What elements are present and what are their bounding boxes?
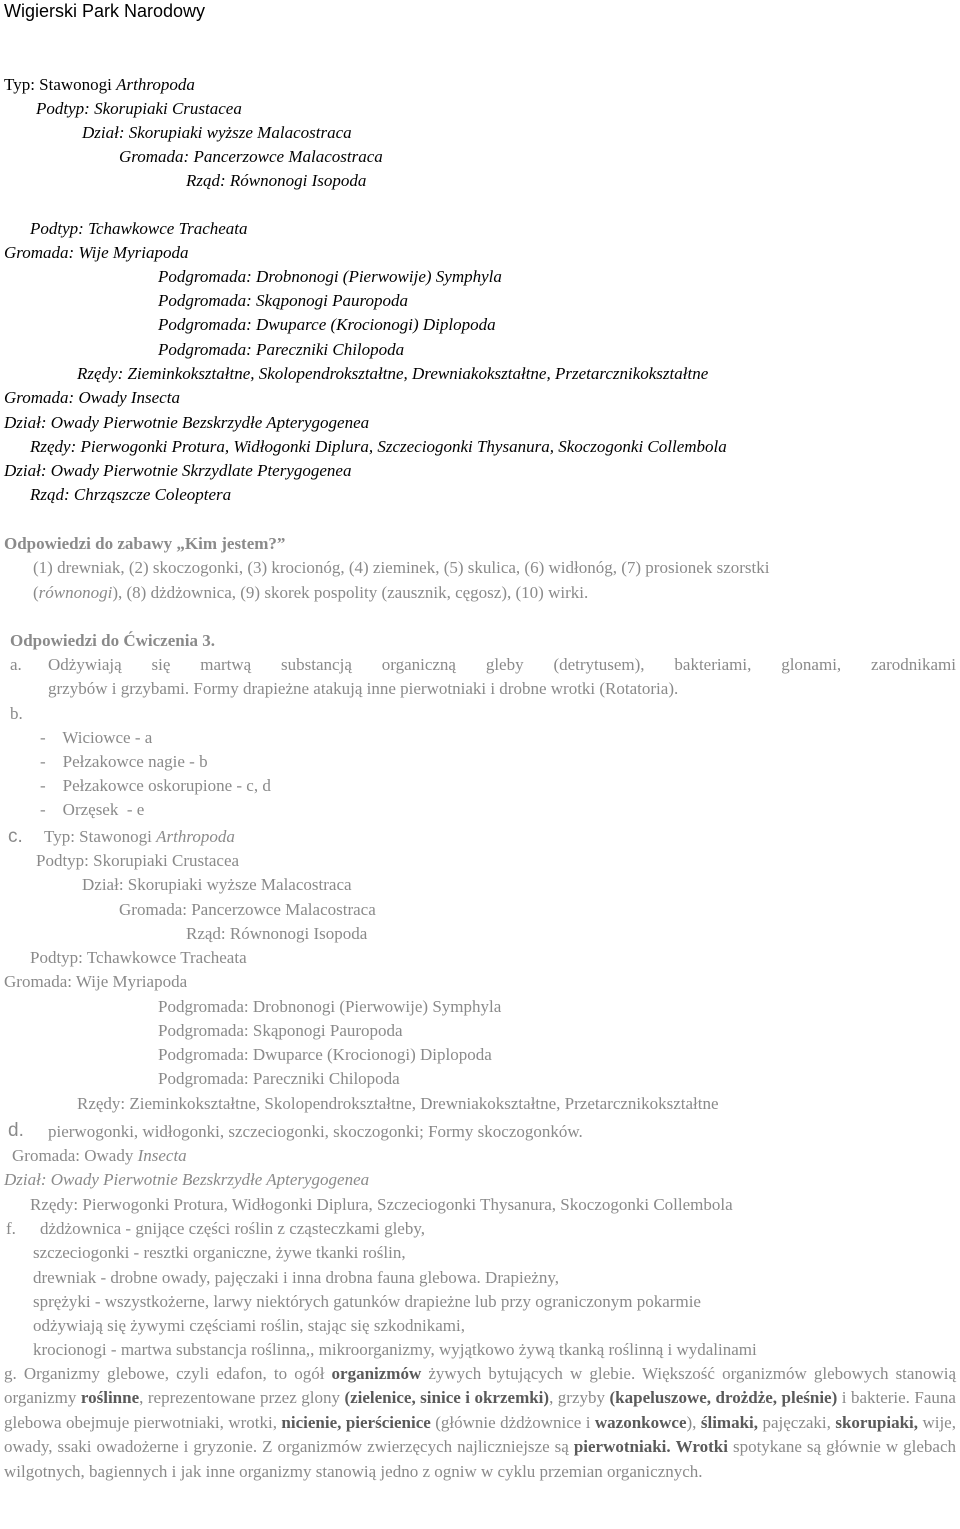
answers-game-line-2: (równonogi), (8) dżdżownica, (9) skorek pospolity (zausznik, cęgosz), (10) wirki. [33, 583, 589, 602]
taxonomy-subclass-diplopoda: Podgromada: Dwuparce (Krocionogi) Diplopoda [158, 315, 496, 334]
taxonomy-class-malacostraca: Gromada: Pancerzowce Malacostraca [119, 147, 383, 166]
exercise-3-c-subtype-tracheata: Podtyp: Tchawkowce Tracheata [30, 948, 247, 967]
exercise-3-a-line-2: grzybów i grzybami. Formy drapieżne atakują inne pierwotniaki i drobne wrotki (Rotatoria). [48, 679, 679, 698]
exercise-3-d-class-insecta: Gromada: Owady Insecta [12, 1146, 187, 1165]
taxonomy-subtype-tracheata: Podtyp: Tchawkowce Tracheata [30, 219, 248, 238]
exercise-3-d-label: d. [8, 1120, 24, 1141]
exercise-3-b-label: b. [10, 704, 23, 723]
exercise-3-b-item-1: - Wiciowce - a [40, 728, 153, 747]
exercise-3-c-subclass-pauropoda: Podgromada: Skąponogi Pauropoda [158, 1021, 403, 1040]
exercise-3-d-text: pierwogonki, widłogonki, szczeciogonki, skoczogonki; Formy skoczogonków. [48, 1122, 583, 1141]
answers-game-line-1: (1) drewniak, (2) skoczogonki, (3) krocionóg, (4) zieminek, (5) skulica, (6) widłonóg, (7) prosionek szorstki [33, 558, 770, 577]
taxonomy-subclass-chilopoda: Podgromada: Pareczniki Chilopoda [158, 340, 405, 359]
exercise-3-c-subtype-crustacea: Podtyp: Skorupiaki Crustacea [36, 851, 240, 870]
page-title: Wigierski Park Narodowy [4, 1, 206, 21]
exercise-3-c-label: c. [8, 826, 23, 847]
exercise-3-b-item-3: - Pełzakowce oskorupione - c, d [40, 776, 271, 795]
taxonomy-subclass-symphyla: Podgromada: Drobnonogi (Pierwowije) Symphyla [158, 267, 502, 286]
taxonomy-subtype-crustacea: Podtyp: Skorupiaki Crustacea [36, 99, 242, 118]
taxonomy-order-isopoda: Rząd: Równonogi Isopoda [186, 171, 367, 190]
exercise-3-d-orders-apterygota: Rzędy: Pierwogonki Protura, Widłogonki Diplura, Szczeciogonki Thysanura, Skoczogonki Collembola [30, 1195, 733, 1214]
exercise-3-f-line-6: krocionogi - martwa substancja roślinna,, mikroorganizmy, wyjątkowo żywą tkanką roślinną i wydalinami [33, 1340, 757, 1359]
exercise-3-heading: Odpowiedzi do Ćwiczenia 3. [10, 631, 215, 650]
exercise-3-f-line-5: odżywiają się żywymi częściami roślin, stając się szkodnikami, [33, 1316, 465, 1335]
exercise-3-c-class-malacostraca: Gromada: Pancerzowce Malacostraca [119, 900, 376, 919]
exercise-3-f-line-1: dżdżownica - gnijące części roślin z cząsteczkami gleby, [40, 1219, 425, 1238]
taxonomy-division-malacostraca: Dział: Skorupiaki wyższe Malacostraca [82, 123, 352, 142]
answers-game-heading: Odpowiedzi do zabawy „Kim jestem?” [4, 534, 286, 553]
exercise-3-f-line-3: drewniak - drobne owady, pajęczaki i inna drobna fauna glebowa. Drapieżny, [33, 1268, 559, 1287]
taxonomy-type: Typ: Stawonogi Arthropoda [4, 75, 195, 94]
exercise-3-b-item-2: - Pełzakowce nagie - b [40, 752, 208, 771]
taxonomy-orders-chilopoda: Rzędy: Zieminkokształtne, Skolopendrokształtne, Drewniakokształtne, Przetarcznikokształtne [77, 364, 709, 383]
exercise-3-c-subclass-symphyla: Podgromada: Drobnonogi (Pierwowije) Symphyla [158, 997, 502, 1016]
taxonomy-division-apterygogenea: Dział: Owady Pierwotnie Bezskrzydłe Apterygogenea [4, 413, 370, 432]
exercise-3-f-line-2: szczeciogonki - resztki organiczne, żywe tkanki roślin, [33, 1243, 406, 1262]
taxonomy-orders-apterygota: Rzędy: Pierwogonki Protura, Widłogonki Diplura, Szczeciogonki Thysanura, Skoczogonki Collembola [30, 437, 727, 456]
exercise-3-c-division-malacostraca: Dział: Skorupiaki wyższe Malacostraca [82, 875, 352, 894]
exercise-3-c-class-myriapoda: Gromada: Wije Myriapoda [4, 972, 188, 991]
taxonomy-order-coleoptera: Rząd: Chrząszcze Coleoptera [30, 485, 232, 504]
taxonomy-subclass-pauropoda: Podgromada: Skąponogi Pauropoda [158, 291, 408, 310]
exercise-3-g-paragraph: g. Organizmy glebowe, czyli edafon, to ogół organizmów żywych bytujących w glebie. Większość organizmów glebowych stanowią organizmy roślinne, reprezentowane przez glony (zielenice, sinice i okrzemki), grzyby (kapeluszowe, drożdże, pleśnie) i bakterie. Fauna glebowa obejmuje pierwotniaki, wrotki, nicienie, pierścienice (głównie dżdżownice i wazonkowce), ślimaki, pajęczaki, skorupiaki, wije, owady, ssaki owadożerne i gryzonie. Z organizmów zwierzęcych najliczniejsze są pierwotniaki. Wrotki spotykane są głównie w glebach wilgotnych, bagiennych i jak inne organizmy stanowią jedno z ogniw w cyklu przemian organicznych. [4, 1364, 957, 1481]
taxonomy-division-pterygogenea: Dział: Owady Pierwotnie Skrzydlate Pterygogenea [4, 461, 352, 480]
exercise-3-c-orders-chilopoda: Rzędy: Zieminkokształtne, Skolopendrokształtne, Drewniakokształtne, Przetarcznikokształtne [77, 1094, 719, 1113]
exercise-3-b-item-4: - Orzęsek - e [40, 800, 145, 819]
exercise-3-a-line-1: Odżywiają się martwą substancją organiczną gleby (detrytusem), bakteriami, glonami, zarodnikami [48, 655, 956, 674]
exercise-3-a-label: a. [10, 655, 22, 674]
exercise-3-c-subclass-diplopoda: Podgromada: Dwuparce (Krocionogi) Diplopoda [158, 1045, 492, 1064]
exercise-3-c-type: Typ: Stawonogi Arthropoda [44, 827, 235, 846]
taxonomy-class-myriapoda: Gromada: Wije Myriapoda [4, 243, 189, 262]
exercise-3-f-label: f. [6, 1219, 16, 1238]
taxonomy-class-insecta: Gromada: Owady Insecta [4, 388, 180, 407]
exercise-3-f-line-4: sprężyki - wszystkożerne, larwy niektórych gatunków drapieżne lub przy ograniczonym pokarmie [33, 1292, 701, 1311]
exercise-3-c-subclass-chilopoda: Podgromada: Pareczniki Chilopoda [158, 1069, 400, 1088]
exercise-3-d-division-apterygogenea: Dział: Owady Pierwotnie Bezskrzydłe Apterygogenea [4, 1170, 370, 1189]
exercise-3-c-order-isopoda: Rząd: Równonogi Isopoda [186, 924, 368, 943]
